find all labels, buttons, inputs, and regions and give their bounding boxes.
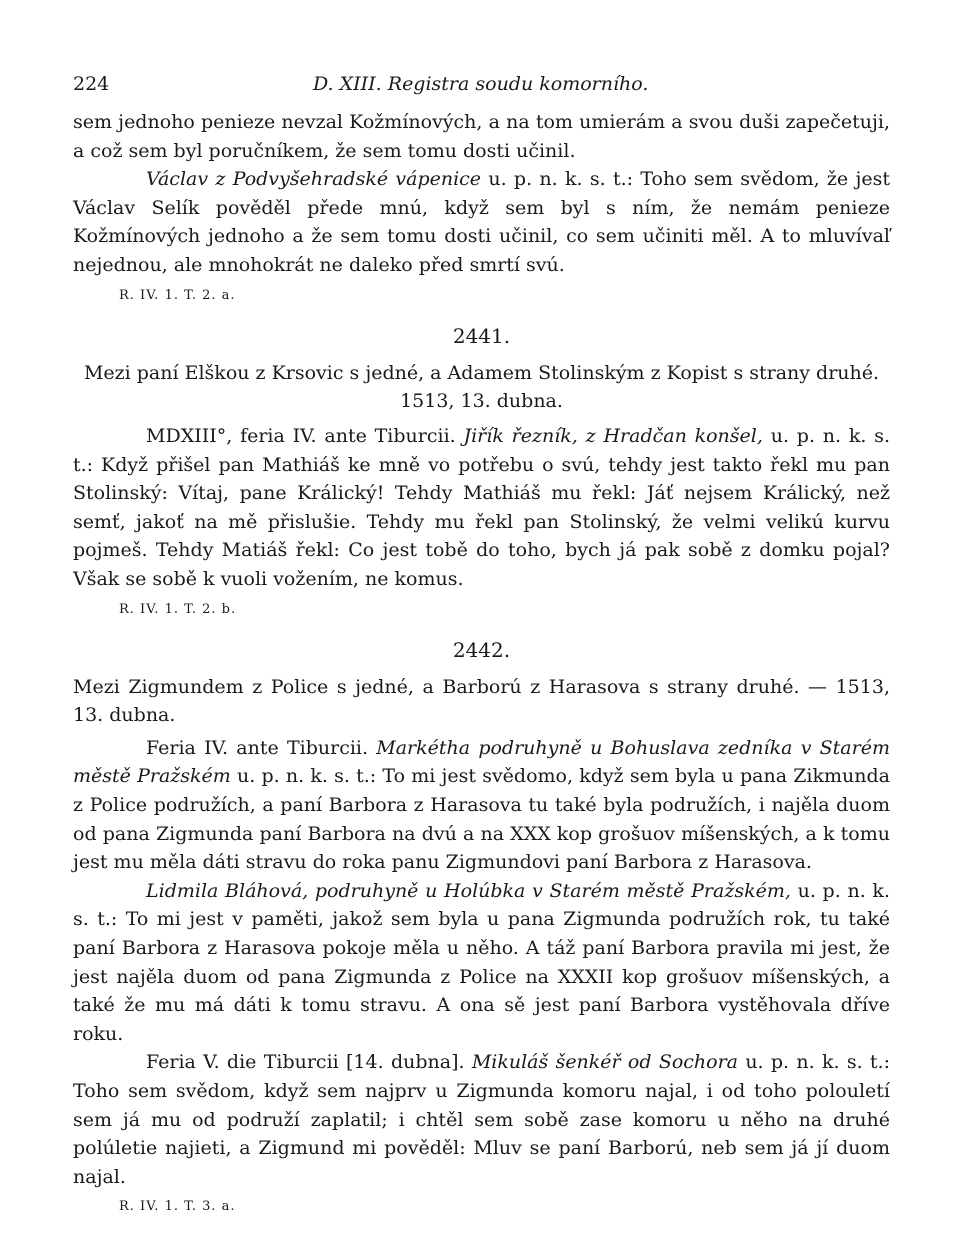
witness-name: Václav z Podvyšehradské vápenice [146,168,482,191]
testimony-paragraph [73,734,890,877]
witness-name: Jiřík řezník, z Hradčan konšel, [463,424,763,447]
entry-parties: Mezi paní Elškou z Krsovic s jedné, a Adamem Stolinským z Kopist s strany druhé. [83,361,880,384]
testimony-lead: Feria IV. ante Tiburcii. [146,736,377,759]
witness-name: Mikuláš šenkéř od Sochora [471,1051,739,1074]
page-number: 224 [73,73,110,95]
archive-citation: R. IV. 1. T. 2. b. [119,601,237,617]
running-title: D. XIII. Registra soudu komorního. [313,73,649,95]
entry-number: 2441. [452,324,511,349]
page-header [73,58,890,108]
witness-name: Lidmila Bláhová, podruhyně u Holúbka v Starém městě Pražském, [146,879,791,902]
archive-citation: R. IV. 1. T. 2. a. [119,287,236,303]
witness-paragraph [73,165,890,279]
witness-testimony: u. p. n. k. s. t.: Toho sem svědom, že jest Václav Selík pověděl přede mnú, když sem byl s ním, že nemám penieze Kožmínových jednoho a že sem tomu dosti učinil, co sem učiniti měl. A to mluvívaľ nejednou, ale mnohokrát ne daleko před smrtí svú. [73,168,890,276]
archive-citation: R. IV. 1. T. 3. a. [119,1199,236,1215]
witness-testimony: u. p. n. k. s. t.: Když přišel pan Mathiáš ke mně vo potřebu o svú, tehdy jest takto řekl mu pan Stolinský: Vítaj, pane Králický! Tehdy Mathiáš mu řekl: Jáť nejsem Králický, než semť, jakoť na mě přislušie. Tehdy mu řekl pan Stolinský, že velmi velikú kurvu pojmeš. Tehdy Matiáš řekl: Co jest tobě do toho, bych já pak sobě z domku pojal? Však se sobě k vuoli vožením, ne komus. [73,424,890,590]
testimony-lead: Feria V. die Tiburcii [14. dubna]. [146,1051,472,1074]
entry-number: 2442. [452,638,511,663]
testimony-paragraph [73,422,890,594]
witness-testimony: u. p. n. k. s. t.: Toho sem svědom, když sem najprv u Zigmunda komoru najal, i od toho polouletí sem já mu od podruží zaplatil; i chtěl sem sobě zase komoru u něho na druhé polúletie najieti, a Zigmund mi pověděl: Mluv se paní Barború, neb sem já jí duom najal. [73,1051,890,1188]
entry-parties-date: Mezi Zigmundem z Police s jedné, a Barború z Harasova s strany druhé. — 1513, 13. dubna. [73,675,890,727]
witness-testimony: u. p. n. k. s. t.: To mi jest svědomo, když sem byla u pana Zikmunda z Police podružích, a paní Barbora z Harasova tu také byla podružích, i najěla duom od pana Zigmunda paní Barbora na dvú a na XXX kop grošuov míšenských, a k tomu jest mu měla dáti stravu do roka panu Zigmundovi paní Barbora z Harasova. [73,765,890,874]
testimony-paragraph [73,877,890,1049]
witness-testimony: u. p. n. k. s. t.: To mi jest v paměti, jakož sem byla u pana Zigmunda podružích rok, tu také paní Barbora z Harasova pokoje měla u něho. A táž paní Barbora pravila mi jest, že jest najěla duom od pana Zigmunda z Police na XXXII kop grošuov míšenských, a také že mu má dáti k tomu stravu. A ona sě jest paní Barbora vystěhovala dříve roku. [73,879,890,1045]
witness-name: Markétha podruhyně u Bohuslava zedníka v Starém městě Pražském [73,736,890,788]
testimony-lead: MDXIII°, feria IV. ante Tiburcii. [146,424,464,447]
testimony-paragraph [73,1048,890,1191]
continued-paragraph: sem jednoho penieze nevzal Kožmínových, a na tom umierám a svou duši zapečetuji, a což sem byl poručníkem, že sem tomu dosti učinil. [73,111,890,162]
entry-date: 1513, 13. dubna. [400,390,563,413]
